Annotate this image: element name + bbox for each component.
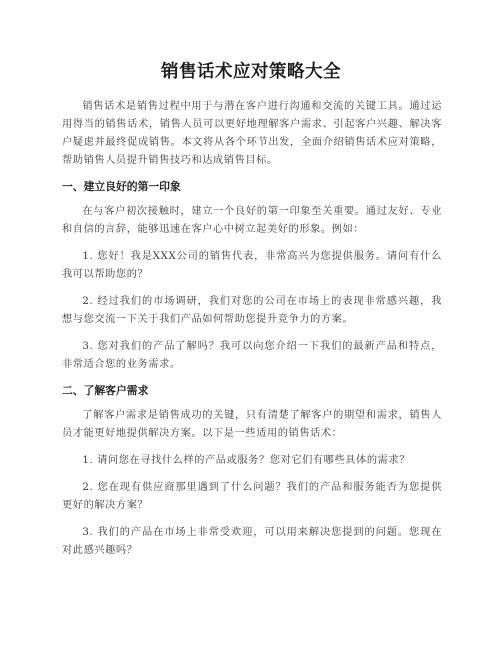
- section-paragraph: 了解客户需求是销售成功的关键，只有清楚了解客户的期望和需求，销售人员才能更好地提供解决方案。以下是一些适用的销售话术：: [62, 410, 442, 439]
- document-body: [62, 98, 442, 569]
- list-item: 2. 您在现有供应商那里遇到了什么问题？我们的产品和服务能否为您提供更好的解决方案？: [62, 482, 442, 511]
- list-item: 1. 您好！我是XXX公司的销售代表，非常高兴为您提供服务。请问有什么我可以帮助您的？: [62, 251, 442, 280]
- list-item: 3. 我们的产品在市场上非常受欢迎，可以用来解决您提到的问题。您现在对此感兴趣吗？: [62, 527, 442, 556]
- list-item: 3. 您对我们的产品了解吗？我可以向您介绍一下我们的最新产品和特点，非常适合您的业务需求。: [62, 341, 442, 370]
- intro-paragraph: 销售话术是销售过程中用于与潜在客户进行沟通和交流的关键工具。通过运用得当的销售话术，销售人员可以更好地理解客户需求、引起客户兴趣、解决客户疑虑并最终促成销售。本文将从各个环节出发，全面介绍销售话术应对策略，帮助销售人员提升销售技巧和达成销售目标。: [62, 101, 442, 166]
- list-item: 2. 经过我们的市场调研，我们对您的公司在市场上的表现非常感兴趣，我想与您交流一下关于我们产品如何帮助您提升竞争力的方案。: [62, 296, 442, 325]
- section-heading: 二、了解客户需求: [62, 384, 149, 397]
- document-title: 销售话术应对策略大全: [161, 62, 341, 82]
- section-heading: 一、建立良好的第一印象: [62, 180, 181, 193]
- section-paragraph: 在与客户初次接触时，建立一个良好的第一印象至关重要。通过友好、专业和自信的言辞，能够迅速在客户心中树立起美好的形象。例如：: [62, 206, 442, 235]
- list-item: 1. 请问您在寻找什么样的产品或服务？您对它们有哪些具体的需求？: [82, 455, 410, 466]
